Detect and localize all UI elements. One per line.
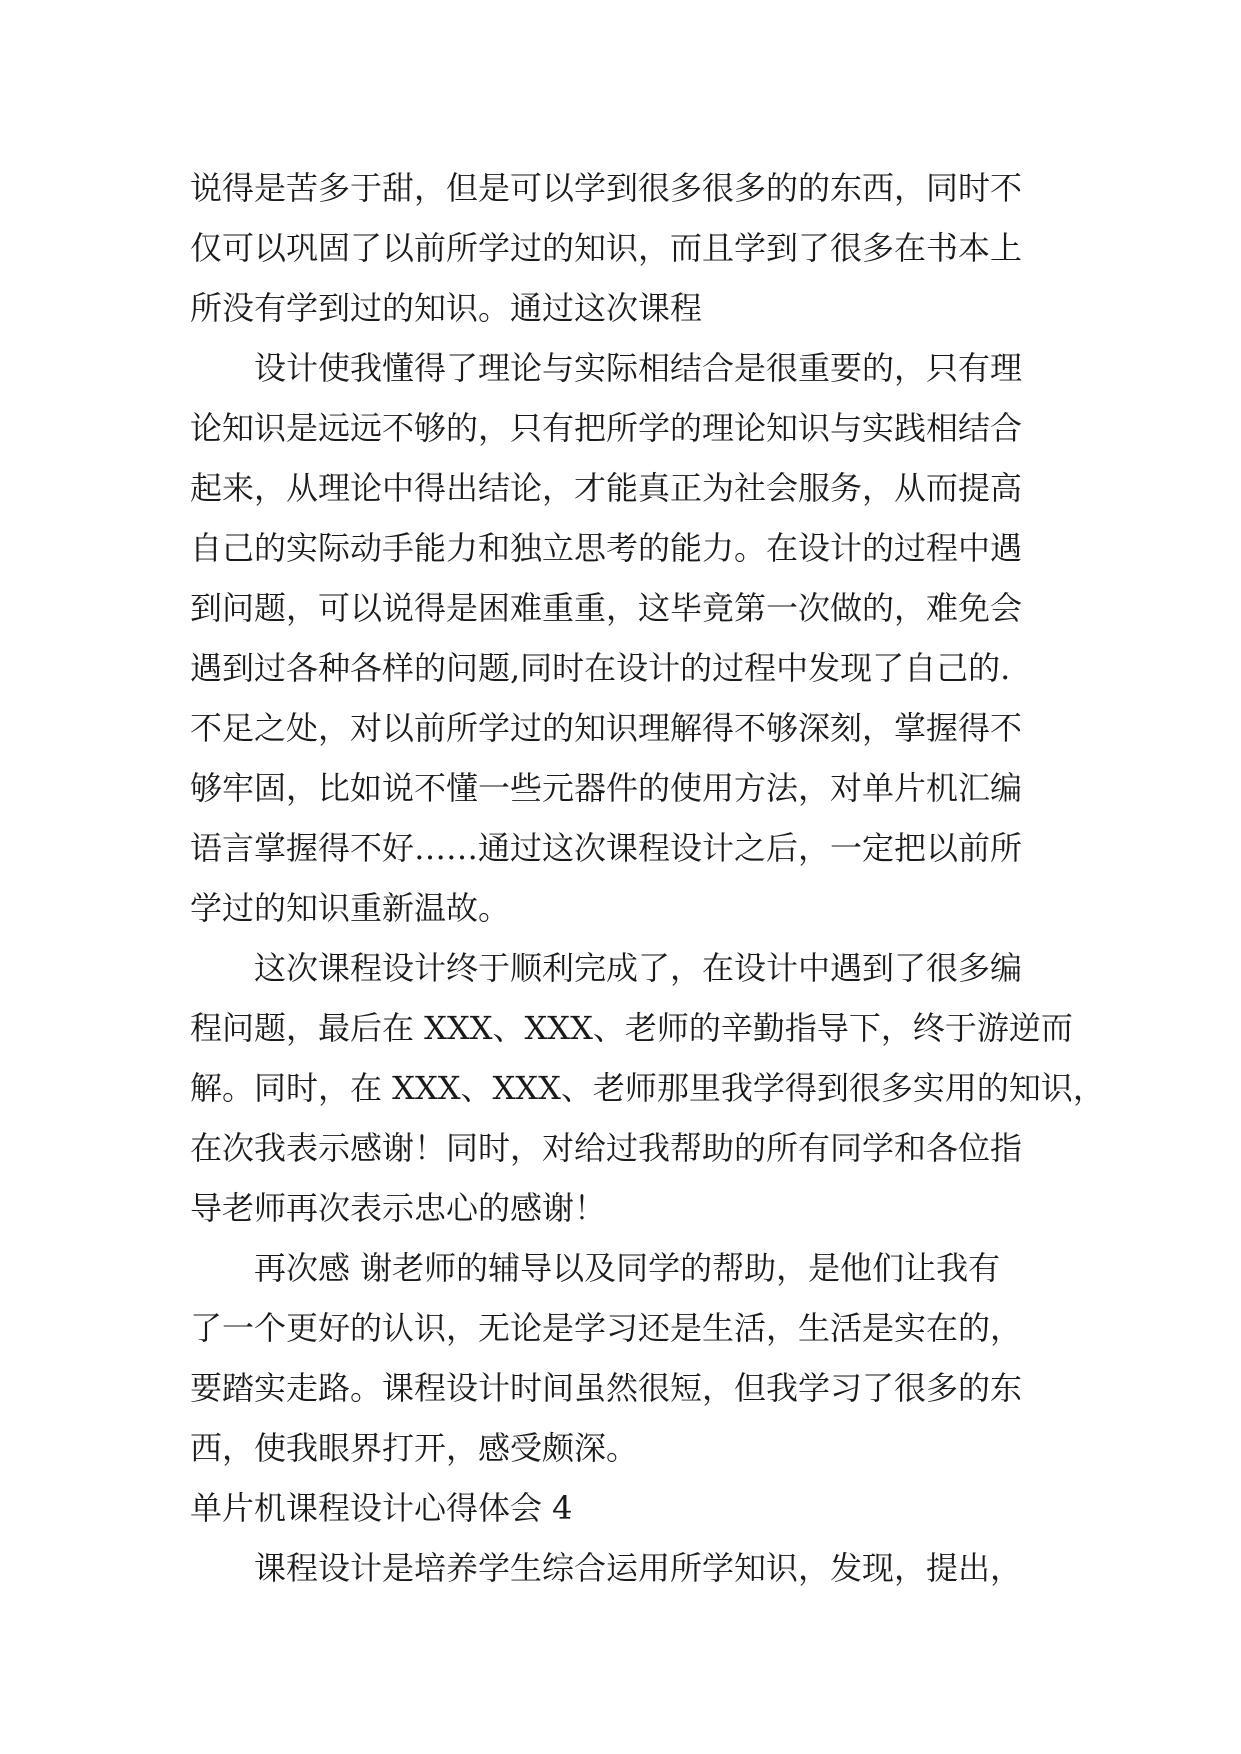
text-line: 所没有学到过的知识。通过这次课程 bbox=[190, 289, 703, 327]
text-line: 语言掌握得不好……通过这次课程设计之后，一定把以前所 bbox=[190, 829, 1023, 867]
text-line: 了一个更好的认识，无论是学习还是生活，生活是实在的， bbox=[190, 1309, 1023, 1347]
paragraph-first-line: 设计使我懂得了理论与实际相结合是很重要的，只有理 bbox=[254, 349, 1023, 387]
text-line: 论知识是远远不够的，只有把所学的理论知识与实践相结合 bbox=[190, 409, 1023, 447]
text-line: 不足之处，对以前所学过的知识理解得不够深刻，掌握得不 bbox=[190, 709, 1023, 747]
text-line: 自己的实际动手能力和独立思考的能力。在设计的过程中遇 bbox=[190, 529, 1023, 567]
paragraph-first-line: 这次课程设计终于顺利完成了，在设计中遇到了很多编 bbox=[254, 949, 1023, 987]
paragraph-first-line: 课程设计是培养学生综合运用所学知识，发现，提出， bbox=[254, 1549, 1023, 1587]
text-line: 解。同时，在 XXX、XXX、老师那里我学得到很多实用的知识， bbox=[190, 1069, 1105, 1107]
text-line: 起来，从理论中得出结论，才能真正为社会服务，从而提高 bbox=[190, 469, 1023, 507]
text-line: 够牢固，比如说不懂一些元器件的使用方法，对单片机汇编 bbox=[190, 769, 1023, 807]
text-line: 仅可以巩固了以前所学过的知识，而且学到了很多在书本上 bbox=[190, 229, 1023, 267]
text-line: 西，使我眼界打开，感受颇深。 bbox=[190, 1429, 639, 1467]
text-line: 学过的知识重新温故。 bbox=[190, 889, 511, 927]
text-line: 导老师再次表示忠心的感谢！ bbox=[190, 1189, 607, 1227]
text-line: 在次我表示感谢！同时，对给过我帮助的所有同学和各位指 bbox=[190, 1129, 1023, 1167]
text-line: 要踏实走路。课程设计时间虽然很短，但我学习了很多的东 bbox=[190, 1369, 1023, 1407]
text-line: 到问题，可以说得是困难重重，这毕竟第一次做的，难免会 bbox=[190, 589, 1023, 627]
text-line: 程问题，最后在 XXX、XXX、老师的辛勤指导下，终于游逆而 bbox=[190, 1009, 1073, 1047]
paragraph-first-line: 再次感 谢老师的辅导以及同学的帮助，是他们让我有 bbox=[254, 1249, 1001, 1287]
text-line: 遇到过各种各样的问题,同时在设计的过程中发现了自己的. bbox=[190, 649, 1011, 687]
text-line: 说得是苦多于甜，但是可以学到很多很多的的东西，同时不 bbox=[190, 169, 1023, 207]
section-heading: 单片机课程设计心得体会 4 bbox=[190, 1489, 573, 1527]
